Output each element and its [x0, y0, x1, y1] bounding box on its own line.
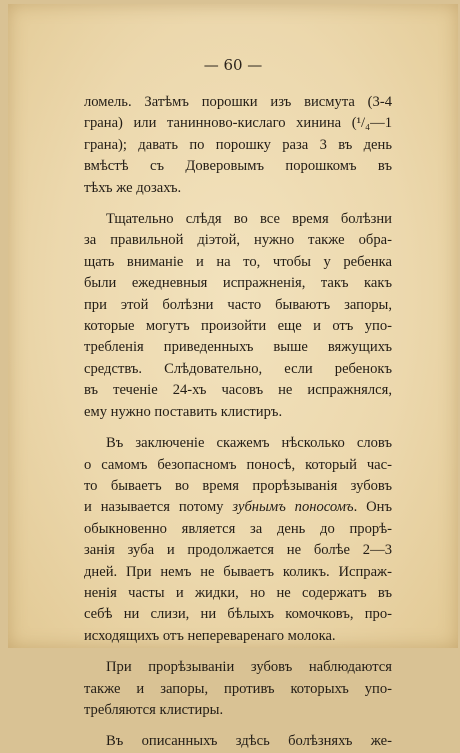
text-line: тѣхъ же дозахъ. [84, 179, 182, 196]
text-line: за правильной діэтой, нужно также обра- [84, 232, 392, 249]
text-line: грана) или танинново-кислаго хинина (¹/₄—1 [84, 115, 392, 132]
body-text [84, 92, 392, 753]
text-line: При прорѣзываніи зубовъ наблюдаются [106, 659, 392, 676]
text-fragment: и называется потому [84, 499, 233, 516]
text-line: которые могутъ произойти еще и отъ упо- [84, 318, 392, 335]
text-line: исходящихъ отъ непереваренаго молока. [84, 627, 336, 644]
text-line: обыкновенно является за день до прорѣ- [84, 520, 392, 537]
text-line: въ теченіе 24-хъ часовъ не испражнялся, [84, 382, 392, 399]
text-line: занія зуба и продолжается не болѣе 2—3 [84, 542, 392, 559]
paragraph-2 [84, 209, 392, 423]
text-line: грана); давать по порошку раза 3 въ день [84, 136, 392, 153]
text-line: средствъ. Слѣдовательно, если ребенокъ [84, 360, 392, 377]
text-line: Въ заключеніе скажемъ нѣсколько словъ [106, 435, 392, 452]
text-line: требляются клистиры. [84, 701, 224, 718]
text-line: себѣ ни слизи, ни бѣлыхъ комочковъ, про- [84, 606, 392, 623]
book-page [8, 4, 458, 750]
paragraph-4 [84, 657, 392, 721]
paragraph-5 [84, 731, 392, 752]
page-number: — 60 — [203, 56, 263, 74]
text-line: о самомъ безопасномъ поносѣ, который час- [84, 456, 392, 473]
text-line: вмѣстѣ съ Доверовымъ порошкомъ въ [84, 158, 392, 175]
text-line: при этой болѣзни часто бываютъ запоры, [84, 296, 392, 313]
text-line: ненія часты и жидки, но не содержатъ въ [84, 584, 392, 601]
text-line: щать вниманіе и на то, чтобы у ребенка [84, 253, 392, 270]
text-line: то бываетъ во время прорѣзыванія зубовъ [84, 477, 392, 494]
text-line: Тщательно слѣдя во все время болѣзни [106, 211, 392, 228]
text-line: дней. При немъ не бываетъ коликъ. Испраж- [84, 563, 392, 580]
text-fragment: . Онъ [353, 499, 392, 516]
text-line: были ежедневныя испражненія, такъ какъ [84, 275, 392, 292]
paragraph-1 [84, 92, 392, 199]
text-line: ломель. Затѣмъ порошки изъ висмута (3-4 [84, 94, 392, 110]
text-line-with-emphasis [84, 497, 392, 518]
paragraph-3 [84, 433, 392, 647]
text-line: Въ описанныхъ здѣсь болѣзняхъ же- [106, 733, 392, 750]
text-line: требленія приведенныхъ выше вяжущихъ [84, 339, 392, 356]
text-line: также и запоры, противъ которыхъ упо- [84, 680, 392, 697]
emphasized-term: зубнымъ поносомъ [232, 499, 354, 516]
text-line: ему нужно поставить клистиръ. [84, 403, 283, 420]
